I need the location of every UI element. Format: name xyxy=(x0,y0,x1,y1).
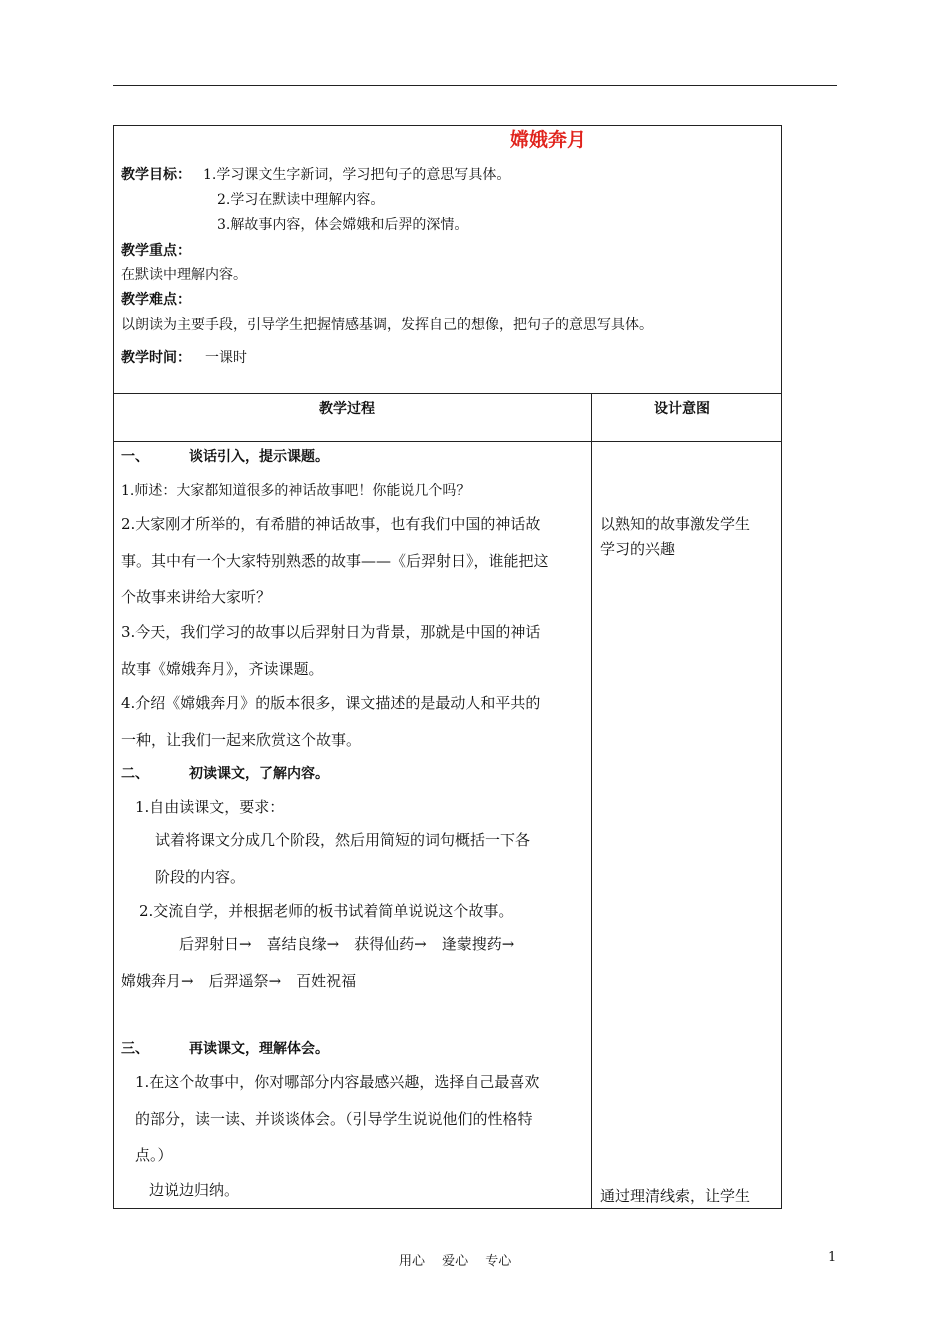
focus-label: 教学重点： xyxy=(121,243,191,259)
process-line: 1.师述：大家都知道很多的神话故事吧！你能说几个吗？ xyxy=(121,483,471,499)
page-number: 1 xyxy=(828,1250,837,1265)
intent-column-header: 设计意图 xyxy=(654,401,710,417)
process-line: 点。） xyxy=(135,1146,173,1164)
focus-text: 在默读中理解内容。 xyxy=(121,267,247,283)
objective-2: 2.学习在默读中理解内容。 xyxy=(217,192,385,208)
intent-note: 学习的兴趣 xyxy=(600,540,676,558)
process-line: 试着将课文分成几个阶段，然后用简短的词句概括一下各 xyxy=(155,831,531,849)
time-label: 教学时间： xyxy=(121,350,191,366)
section-3-title: 再读课文，理解体会。 xyxy=(189,1041,329,1057)
difficulty-label: 教学难点： xyxy=(121,292,191,308)
process-line: 的部分，读一读、并谈谈体会。（引导学生说说他们的性格特 xyxy=(135,1110,533,1128)
section-1-title: 谈话引入，提示课题。 xyxy=(189,449,329,465)
section-1-number: 一、 xyxy=(121,449,149,465)
objectives-label: 教学目标： xyxy=(121,167,191,183)
process-column-header: 教学过程 xyxy=(319,401,375,417)
process-line: 3.今天，我们学习的故事以后羿射日为背景，那就是中国的神话 xyxy=(121,623,541,641)
intent-note: 以熟知的故事激发学生 xyxy=(600,515,751,533)
process-line: 个故事来讲给大家听？ xyxy=(121,588,272,606)
process-line: 事。其中有一个大家特别熟悉的故事——《后羿射日》，谁能把这 xyxy=(121,552,549,570)
process-line: 一种，让我们一起来欣赏这个故事。 xyxy=(121,731,362,749)
process-line: 2.交流自学，并根据老师的板书试着简单说说这个故事。 xyxy=(139,902,514,920)
intent-note: 通过理清线索，让学生 xyxy=(600,1187,751,1205)
process-line: 阶段的内容。 xyxy=(155,868,246,886)
story-flow: 嫦娥奔月→ 后羿遥祭→ 百姓祝福 xyxy=(121,972,357,990)
process-line: 4.介绍《嫦娥奔月》的版本很多，课文描述的是最动人和平共的 xyxy=(121,694,541,712)
process-line: 边说边归纳。 xyxy=(149,1181,240,1199)
process-line: 1.自由读课文，要求： xyxy=(135,798,285,816)
process-line: 1.在这个故事中，你对哪部分内容最感兴趣，选择自己最喜欢 xyxy=(135,1073,540,1091)
difficulty-text: 以朗读为主要手段，引导学生把握情感基调，发挥自己的想像，把句子的意思写具体。 xyxy=(121,317,653,333)
section-2-title: 初读课文，了解内容。 xyxy=(189,766,329,782)
footer-motto: 用心 爱心 专心 xyxy=(399,1254,512,1269)
header-rule xyxy=(113,85,837,86)
lesson-title: 嫦娥奔月 xyxy=(510,129,587,151)
process-line: 故事《嫦娥奔月》，齐读课题。 xyxy=(121,660,324,678)
process-line: 2.大家刚才所举的，有希腊的神话故事，也有我们中国的神话故 xyxy=(121,515,541,533)
time-text: 一课时 xyxy=(205,350,247,366)
section-3-number: 三、 xyxy=(121,1041,149,1057)
objective-1: 1.学习课文生字新词，学习把句子的意思写具体。 xyxy=(203,167,511,183)
story-flow: 后羿射日→ 喜结良缘→ 获得仙药→ 逢蒙搜药→ xyxy=(179,935,515,953)
objective-3: 3.解故事内容，体会嫦娥和后羿的深情。 xyxy=(217,217,469,233)
section-2-number: 二、 xyxy=(121,766,149,782)
